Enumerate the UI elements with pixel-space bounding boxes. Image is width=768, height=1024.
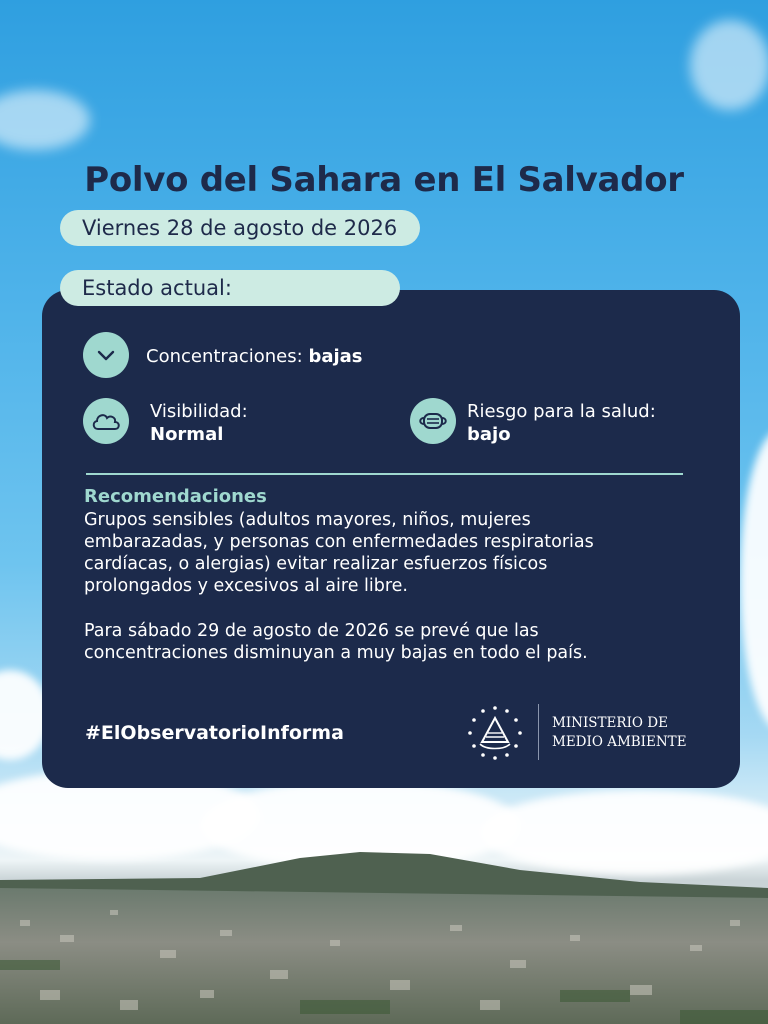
concentraciones-value: bajas	[308, 346, 363, 367]
divider	[86, 473, 683, 475]
recomendaciones-title: Recomendaciones	[84, 486, 267, 507]
concentraciones-row	[146, 346, 363, 368]
recomendaciones-line: embarazadas, y personas con enfermedades respiratorias	[84, 532, 594, 552]
riesgo-label: Riesgo para la salud:	[467, 401, 656, 422]
date-badge: Viernes 28 de agosto de 2026	[60, 210, 420, 246]
cloud-icon	[83, 398, 129, 444]
riesgo-value: bajo	[467, 424, 511, 445]
sky-wisp	[690, 20, 768, 110]
forecast-text	[84, 620, 664, 664]
visibilidad-label: Visibilidad:	[150, 401, 248, 422]
national-seal-logo	[466, 704, 524, 762]
ministry-line: MINISTERIO DE	[552, 715, 668, 731]
visibilidad-value: Normal	[150, 424, 224, 445]
ministry-name	[552, 714, 687, 752]
cloud	[740, 430, 768, 730]
ministry-line: MEDIO AMBIENTE	[552, 734, 687, 750]
page-title: Polvo del Sahara en El Salvador	[84, 160, 684, 200]
status-label: Estado actual:	[60, 270, 400, 306]
face-mask-icon	[410, 398, 456, 444]
concentraciones-label: Concentraciones:	[146, 346, 303, 367]
forecast-line: concentraciones disminuyan a muy bajas en todo el país.	[84, 643, 588, 663]
recomendaciones-text	[84, 509, 664, 597]
recomendaciones-line: cardíacas, o alergias) evitar realizar esfuerzos físicos	[84, 554, 548, 574]
sky-wisp	[0, 90, 90, 150]
recomendaciones-line: prolongados y excesivos al aire libre.	[84, 576, 408, 596]
forecast-line: Para sábado 29 de agosto de 2026 se prevé que las	[84, 621, 539, 641]
chevron-down-icon	[83, 332, 129, 378]
ministry-divider	[538, 704, 539, 760]
hashtag: #ElObservatorioInforma	[85, 722, 344, 744]
recomendaciones-line: Grupos sensibles (adultos mayores, niños, mujeres	[84, 510, 531, 530]
city-landscape	[0, 840, 768, 1024]
